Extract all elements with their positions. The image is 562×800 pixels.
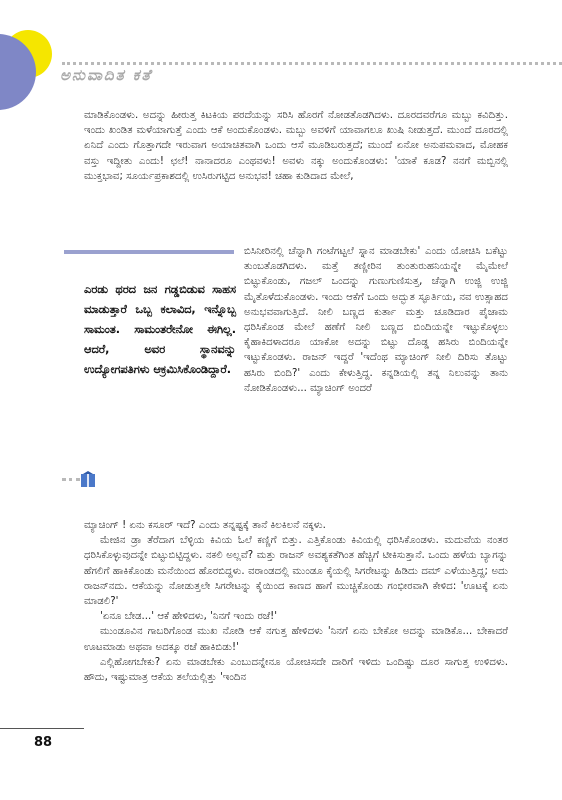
article-paragraph: ಎಲ್ಲಿಹೋಗಬೇಕು? ಏನು ಮಾಡಬೇಕು ಎಂಬುದನ್ನೇನೂ ಯೋಚಿಸದೇ ದಾರಿಗೆ ಇಳಿದು ಒಂದಿಷ್ಟು ದೂರ ಸಾಗುತ್ತ ಉಳಿದಳು. ಹೌದು, ಇಷ್ಟುಮಾತ್ರ ಆಕೆಯ ತಲೆಯಲ್ಲಿತ್ತು 'ಇಂದಿನ [84, 656, 508, 684]
article-right-column [244, 244, 508, 396]
article-paragraph: ಮೇಜಿನ ಡ್ರಾ ತೆರೆದಾಗ ಬೆಳ್ಳಿಯ ಕಿವಿಯ ಓಲೆ ಕಣ್ಣಿಗೆ ಬಿತ್ತು. ಎತ್ತಿಕೊಂಡು ಕಿವಿಯಲ್ಲಿ ಧರಿಸಿಕೊಂಡಳು. ಮದುವೆಯ ನಂತರ ಧರಿಸಿಕೊಳ್ಳುವುದನ್ನೇ ಬಿಟ್ಟುಬಿಟ್ಟಿದ್ದಳು. ನಕಲಿ ಅಲ್ಲವೆ? ಮತ್ತು ರಾಜನ್ ಅವಶ್ಯಕತೆಗಿಂತ ಹೆಚ್ಚಿಗೆ ಟೀಕಿಸುತ್ತಾನೆ. ಒಂದು ಹಳೆಯ ಬ್ಯಾಗನ್ನು ಹೆಗಲಿಗೆ ಹಾಕಿಕೊಂಡು ಮನೆಯಿಂದ ಹೊರಬಿದ್ದಳು. ವರಾಂಡದಲ್ಲಿ ಮುಂಡೂ ಕೈಯಲ್ಲಿ ಸಿಗರೇಟನ್ನು ಹಿಡಿದು ದಮ್ ಎಳೆಯುತ್ತಿದ್ದ; ಅದು ರಾಜನ್‌ನದು. ಆಕೆಯನ್ನು ನೋಡುತ್ತಲೇ ಸಿಗರೇಟನ್ನು ಕೈಯಿಂದ ಕಾಣದ ಹಾಗೆ ಮುಚ್ಚಿಕೊಂಡು ಗಂಭೀರವಾಗಿ ಕೇಳಿದ: 'ಊಟಕ್ಕೆ ಏನು ಮಾಡಲಿ?' [84, 535, 508, 608]
header-dotted-rule [62, 62, 562, 65]
pull-quote: ಎರಡು ಥರದ ಜನ ಗಡ್ಡಬಿಡುವ ಸಾಹಸ ಮಾಡುತ್ತಾರೆ ಒಬ್ಬ ಕಲಾವಿದ, ಇನ್ನೊಬ್ಬ ಸಾಮಂತ. ಸಾಮಂತರೇನೋ ಈಗಿಲ್ಲ. ಆದರೆ, ಅವರ ಸ್ಥಾನವನ್ನು ಉದ್ಯೋಗಪತಿಗಳು ಆಕ್ರಮಿಸಿಕೊಂಡಿದ್ದಾರೆ. [84, 283, 236, 376]
article-paragraph-top: ಮಾಡಿಕೊಂಡಳು. ಅದನ್ನು ಹೀರುತ್ತ ಕಿಟಕಿಯ ಪರದೆಯನ್ನು ಸರಿಸಿ ಹೊರಗೆ ನೋಡತೊಡಗಿದಳು. ದೂರದವರೆಗೂ ಮಬ್ಬು ಕವಿದಿತ್ತು. ಇಂದು ಖಂಡಿತ ಮಳೆಯಾಗುತ್ತೆ ಎಂದು ಆಕೆ ಅಂದುಕೊಂಡಳು. ಮಬ್ಬು ಅವಳಿಗೆ ಯಾವಾಗಲೂ ಖುಷಿ ನೀಡುತ್ತದೆ. ಮುಂದೆ ದೂರದಲ್ಲಿ ಏನಿದೆ ಎಂದು ಗೊತ್ತಾಗದೇ ಇರುವಾಗ ಅಯಾಚಿತವಾಗಿ ಒಂದು ಆಸೆ ಮೂಡಿಬರುತ್ತದೆ; ಮುಂದೆ ಏನೋ ಅನುಪಮವಾದ, ಮೋಹಕ ವಸ್ತು ಇದ್ದೀತು ಎಂದು! ಛಲೆ! ನಾನಾದರೂ ಎಂಥವಳು! ಅವಳು ನಕ್ಕು ಅಂದುಕೊಂಡಳು: 'ಯಾಕೆ ಕೂಡ? ನನಗೆ ಮಬ್ಬಿನಲ್ಲಿ ಮುಕ್ತಭಾವ; ಸೂರ್ಯಪ್ರಕಾಶದಲ್ಲಿ ಉಸಿರುಗಟ್ಟಿದ ಅನುಭವ! ಚಹಾ ಕುಡಿದಾದ ಮೇಲೆ, [84, 110, 508, 182]
page-number: 88 [34, 735, 53, 750]
footer-rule [0, 728, 84, 729]
article-paragraph-right: ಬಿಸಿನೀರಿನಲ್ಲಿ ಚೆನ್ನಾಗಿ ಗಂಟೆಗಟ್ಟಲೆ ಸ್ನಾನ ಮಾಡಬೇಕು' ಎಂದು ಯೋಚಿಸಿ ಬಕೆಟ್ಟು ತುಂಬತೊಡಗಿದಳು. ಮತ್ತೆ ತಣ್ಣೀರಿನ ತುಂತುರುಹನಿಯನ್ನೇ ಮೈಮೇಲೆ ಬಿಟ್ಟುಕೊಂಡು, ಗಜಲ್ ಒಂದನ್ನು ಗುಣುಗುಣಿಸುತ್ತ, ಚೆನ್ನಾಗಿ ಉಜ್ಜಿ ಉಜ್ಜಿ ಮೈತೊಳೆದುಕೊಂಡಳು. ಇಂದು ಆಕೆಗೆ ಒಂದು ಅದ್ಭುತ ಸ್ಫೂರ್ತಿಯ, ನವ ಉತ್ಸಾಹದ ಅನುಭವವಾಗುತ್ತಿದೆ. ನೀಲಿ ಬಣ್ಣದ ಕುರ್ತಾ ಮತ್ತು ಚೂಡಿದಾರ ಪೈಜಾಮ ಧರಿಸಿಕೊಂಡ ಮೇಲೆ ಹಣೆಗೆ ನೀಲಿ ಬಣ್ಣದ ಬಿಂದಿಯನ್ನೇ ಇಟ್ಟುಕೊಳ್ಳಲು ಕೈಹಾಕಿದಳಾದರೂ ಯಾಕೋ ಅದನ್ನು ಬಿಟ್ಟು ದೊಡ್ಡ ಹಸಿರು ಬಿಂದಿಯನ್ನೇ ಇಟ್ಟುಕೊಂಡಳು. ರಾಜನ್ ಇದ್ದರೆ 'ಇದೆಂಥ ಮ್ಯಾಚಿಂಗ್ ನೀಲಿ ದಿರಿಸು ತೊಟ್ಟು ಹಸಿರು ಬಿಂದಿ?' ಎಂದು ಕೇಳುತ್ತಿದ್ದ. ಕನ್ನಡಿಯಲ್ಲಿ ತನ್ನ ನಿಲುವನ್ನು ತಾನು ನೋಡಿಕೊಂಡಳು... ಮ್ಯಾಚಿಂಗ್ ಅಂದರೆ [244, 246, 508, 394]
article-top-column [84, 108, 508, 184]
article-paragraph: 'ಏನೂ ಬೇಡ...' ಆಕೆ ಹೇಳಿದಳು, 'ನಿನಗೆ ಇಂದು ರಜೆ!' [100, 611, 278, 623]
pull-quote-dotted-rule [62, 478, 80, 481]
article-paragraph: ಮುಂಡೂವಿನ ಗಾಬರಿಗೊಂಡ ಮುಖ ನೋಡಿ ಆಕೆ ನಗುತ್ತ ಹೇಳಿದಳು 'ನಿನಗೆ ಏನು ಬೇಕೋ ಅದನ್ನು ಮಾಡಿಕೊ... ಬೇಕಾದರೆ ಊಟಮಾಡು ಅಥವಾ ಅದಕ್ಕೂ ರಜೆ ಹಾಕಿಬಿಡು!' [84, 626, 508, 653]
book-icon [80, 470, 96, 488]
section-title: ಅನುವಾದಿತ ಕತೆ [60, 66, 153, 84]
article-bottom-column [84, 518, 508, 685]
pull-quote-top-rule [64, 250, 234, 254]
article-paragraph: ಮ್ಯಾಚಿಂಗ್ ! ಏನು ಕಸೂರ್ ಇದೆ? ಎಂದು ತನ್ನಷ್ಟಕ್ಕೆ ತಾನೆ ಕಿಲಕಿಲನೆ ನಕ್ಕಳು. [84, 520, 326, 531]
